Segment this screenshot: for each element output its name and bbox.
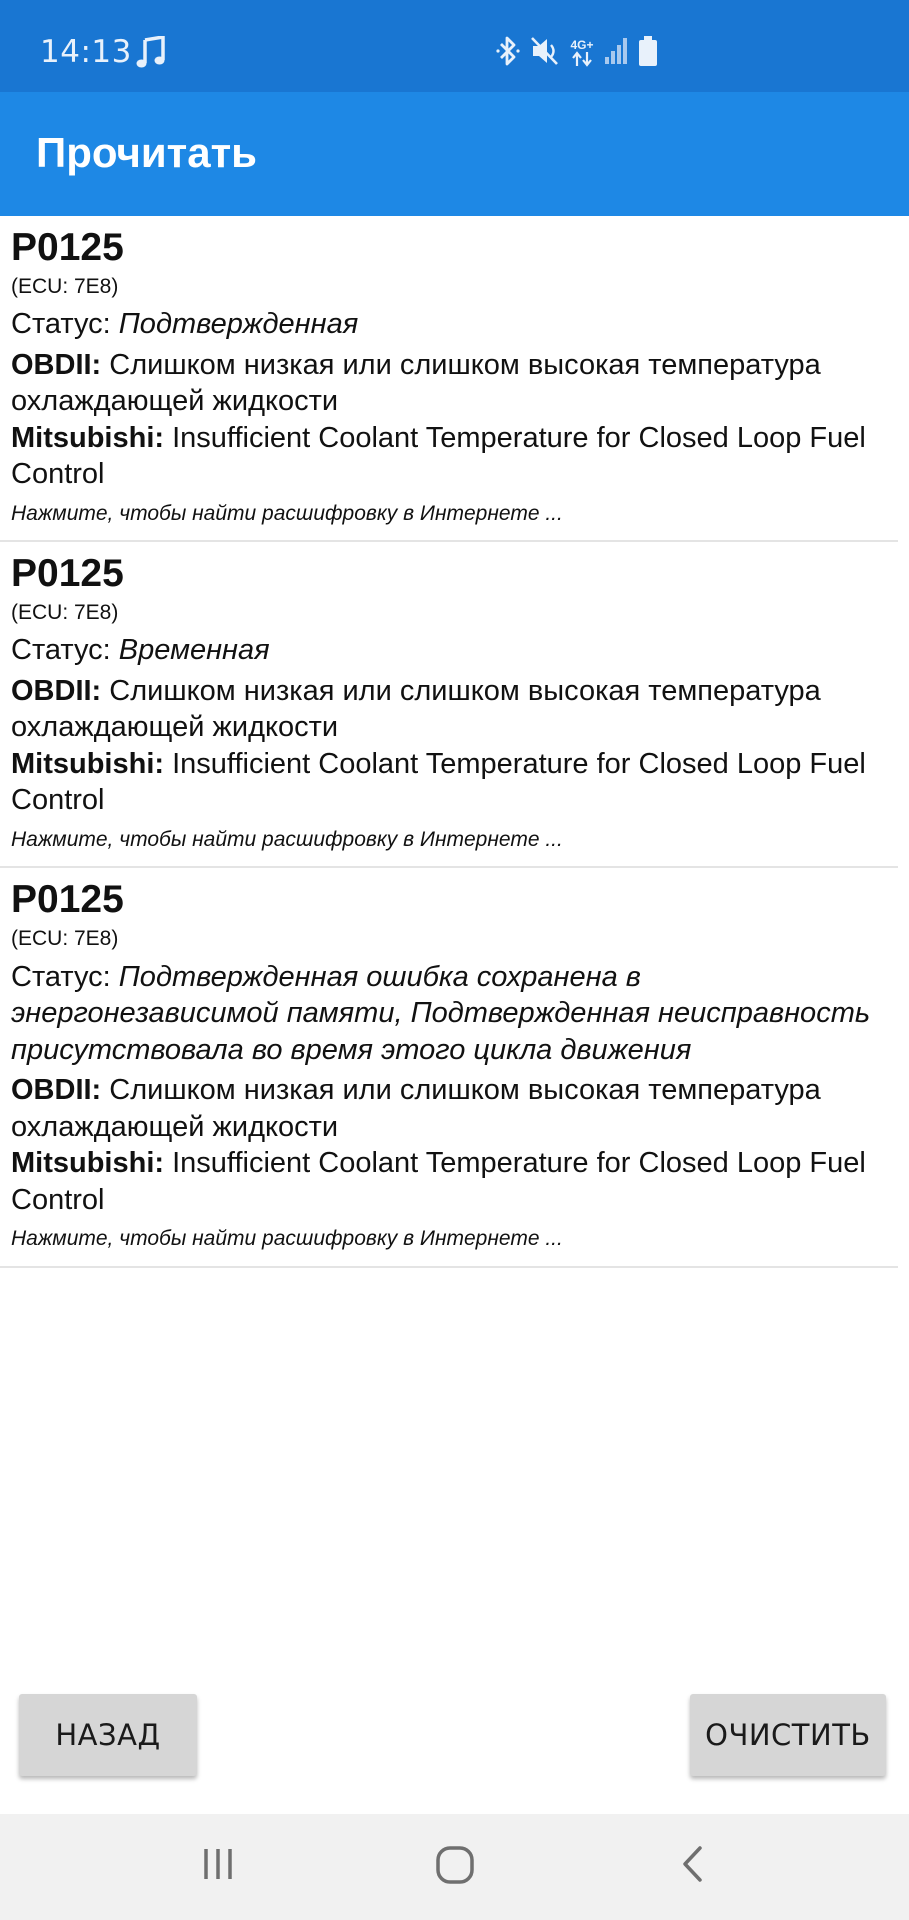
dtc-obd-text: Слишком низкая или слишком высокая температура охлаждающей жидкости xyxy=(11,674,821,744)
dtc-status xyxy=(11,632,886,669)
dtc-ecu: (ECU: 7E8) xyxy=(11,927,119,951)
dtc-ecu: (ECU: 7E8) xyxy=(11,274,119,298)
back-button[interactable]: НАЗАД xyxy=(19,1694,197,1776)
bluetooth-icon xyxy=(496,35,520,72)
dtc-code: P0125 xyxy=(11,226,124,269)
dtc-obd-description xyxy=(11,673,886,746)
dtc-list xyxy=(0,216,909,1268)
dtc-obd-label: OBDII: xyxy=(11,348,102,381)
dtc-status-label: Статус: xyxy=(11,308,111,341)
app-bar xyxy=(0,92,909,216)
dtc-obd-description xyxy=(11,347,886,420)
home-icon[interactable] xyxy=(434,1844,476,1891)
dtc-code: P0125 xyxy=(11,878,124,922)
dtc-status-label: Статус: xyxy=(11,960,111,993)
dtc-maker-label: Mitsubishi: xyxy=(11,1147,165,1180)
dtc-status xyxy=(11,306,886,343)
signal-icon xyxy=(604,37,628,70)
dtc-ecu: (ECU: 7E8) xyxy=(11,601,119,625)
page-title: Прочитать xyxy=(36,129,257,176)
network-4g-icon xyxy=(570,39,594,67)
dtc-obd-text: Слишком низкая или слишком высокая температура охлаждающей жидкости xyxy=(11,1074,821,1143)
dtc-maker-label: Mitsubishi: xyxy=(11,747,165,780)
dtc-status xyxy=(11,959,886,1069)
status-bar xyxy=(0,0,909,92)
mute-icon xyxy=(530,35,560,72)
navigation-bar xyxy=(0,1814,909,1920)
music-note-icon xyxy=(136,36,166,70)
dtc-search-hint[interactable]: Нажмите, чтобы найти расшифровку в Интернете ... xyxy=(11,827,563,851)
dtc-maker-text: Insufficient Coolant Temperature for Closed Loop Fuel Control xyxy=(11,421,866,491)
dtc-list-item[interactable] xyxy=(0,542,898,868)
dtc-maker-text: Insufficient Coolant Temperature for Closed Loop Fuel Control xyxy=(11,1147,866,1216)
dtc-obd-text: Слишком низкая или слишком высокая температура охлаждающей жидкости xyxy=(11,348,821,418)
dtc-list-item[interactable] xyxy=(0,216,898,542)
clear-button[interactable]: ОЧИСТИТЬ xyxy=(690,1694,886,1776)
recent-apps-icon[interactable] xyxy=(198,1844,238,1889)
dtc-search-hint[interactable]: Нажмите, чтобы найти расшифровку в Интернете ... xyxy=(11,501,563,525)
dtc-status-value: Временная xyxy=(118,634,270,667)
dtc-code: P0125 xyxy=(11,552,124,596)
dtc-obd-label: OBDII: xyxy=(11,1074,102,1107)
status-icons xyxy=(496,36,658,70)
dtc-maker-description xyxy=(11,1145,886,1218)
battery-icon xyxy=(638,35,658,72)
dtc-search-hint[interactable]: Нажмите, чтобы найти расшифровку в Интернете ... xyxy=(11,1227,563,1251)
network-label: 4G+ xyxy=(570,38,594,52)
back-icon[interactable] xyxy=(676,1844,710,1889)
dtc-maker-description xyxy=(11,746,886,819)
dtc-status-value: Подтвержденная ошибка сохранена в энергонезависимой памяти, Подтвержденная неисправность присутствовала во время этого цикла движения xyxy=(11,960,871,1066)
dtc-obd-description xyxy=(11,1072,886,1145)
dtc-status-value: Подтвержденная xyxy=(118,308,359,341)
dtc-status-label: Статус: xyxy=(11,634,111,667)
dtc-obd-label: OBDII: xyxy=(11,674,102,707)
dtc-maker-label: Mitsubishi: xyxy=(11,421,165,454)
dtc-maker-text: Insufficient Coolant Temperature for Closed Loop Fuel Control xyxy=(11,747,866,817)
status-time: 14:13 xyxy=(40,34,132,70)
dtc-list-item[interactable] xyxy=(0,868,898,1267)
dtc-maker-description xyxy=(11,420,886,493)
